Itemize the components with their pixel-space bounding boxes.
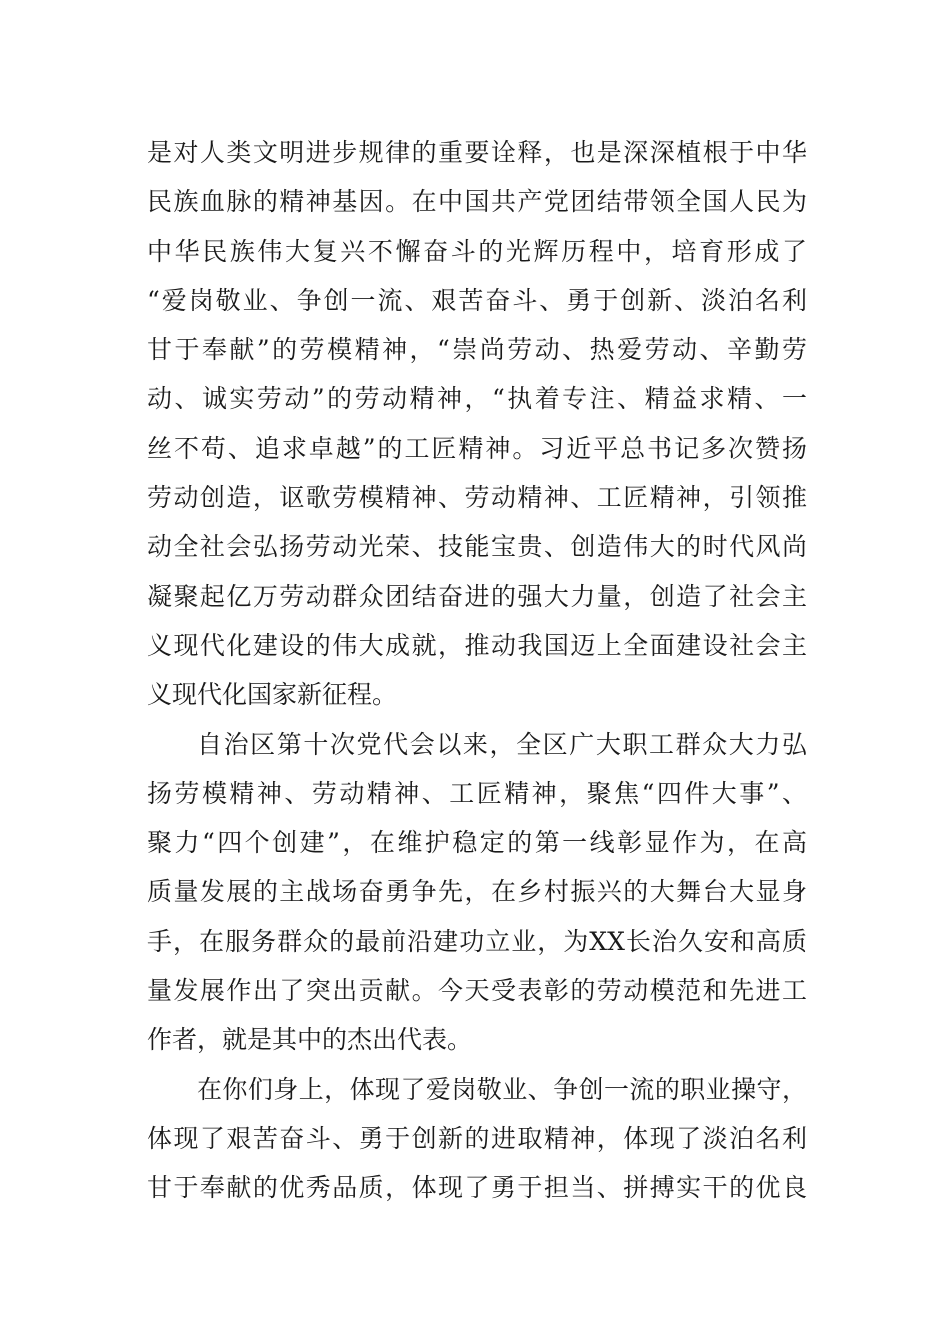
text-line: 是对人类文明进步规律的重要诠释，也是深深植根于中华 (147, 138, 807, 167)
text-line: 动、诚实劳动”的劳动精神，“执着专注、精益求精、一 (147, 384, 807, 414)
text-line: 在你们身上，体现了爱岗敬业、争创一流的职业操守， (197, 1074, 807, 1104)
text-line: 义现代化国家新征程。 (147, 680, 398, 710)
paragraph-1 (147, 128, 807, 720)
text-line: 动全社会弘扬劳动光荣、技能宝贵、创造伟大的时代风尚 (147, 532, 807, 562)
paragraph-3 (147, 1065, 807, 1213)
text-line: 聚力“四个创建”，在维护稳定的第一线彰显作为，在高 (147, 828, 807, 858)
text-line: “爱岗敬业、争创一流、艰苦奋斗、勇于创新、淡泊名利 (147, 285, 807, 315)
paragraph-2 (147, 720, 807, 1065)
text-line: 作者，就是其中的杰出代表。 (147, 1025, 473, 1055)
text-line: 凝聚起亿万劳动群众团结奋进的强大力量，创造了社会主 (147, 581, 807, 611)
text-line: 体现了艰苦奋斗、勇于创新的进取精神，体现了淡泊名利 (147, 1123, 807, 1153)
text-line: 中华民族伟大复兴不懈奋斗的光辉历程中，培育形成了 (147, 236, 807, 266)
text-line: 甘于奉献”的劳模精神，“崇尚劳动、热爱劳动、辛勤劳 (147, 335, 807, 365)
text-line: 丝不苟、追求卓越”的工匠精神。习近平总书记多次赞扬 (147, 433, 807, 463)
text-line: 自治区第十次党代会以来，全区广大职工群众大力弘 (197, 729, 807, 759)
text-line: 质量发展的主战场奋勇争先，在乡村振兴的大舞台大显身 (147, 877, 807, 907)
text-line: 扬劳模精神、劳动精神、工匠精神，聚焦“四件大事”、 (147, 778, 807, 808)
body-text (147, 128, 807, 1213)
text-line: 甘于奉献的优秀品质，体现了勇于担当、拼搏实干的优良 (147, 1173, 807, 1203)
text-line: 量发展作出了突出贡献。今天受表彰的劳动模范和先进工 (147, 976, 807, 1006)
text-line: 义现代化建设的伟大成就，推动我国迈上全面建设社会主 (147, 630, 807, 660)
text-line: 劳动创造，讴歌劳模精神、劳动精神、工匠精神，引领推 (147, 483, 807, 513)
text-line: 手，在服务群众的最前沿建功立业，为XX长治久安和高质 (147, 926, 807, 956)
text-line: 民族血脉的精神基因。在中国共产党团结带领全国人民为 (147, 187, 807, 217)
